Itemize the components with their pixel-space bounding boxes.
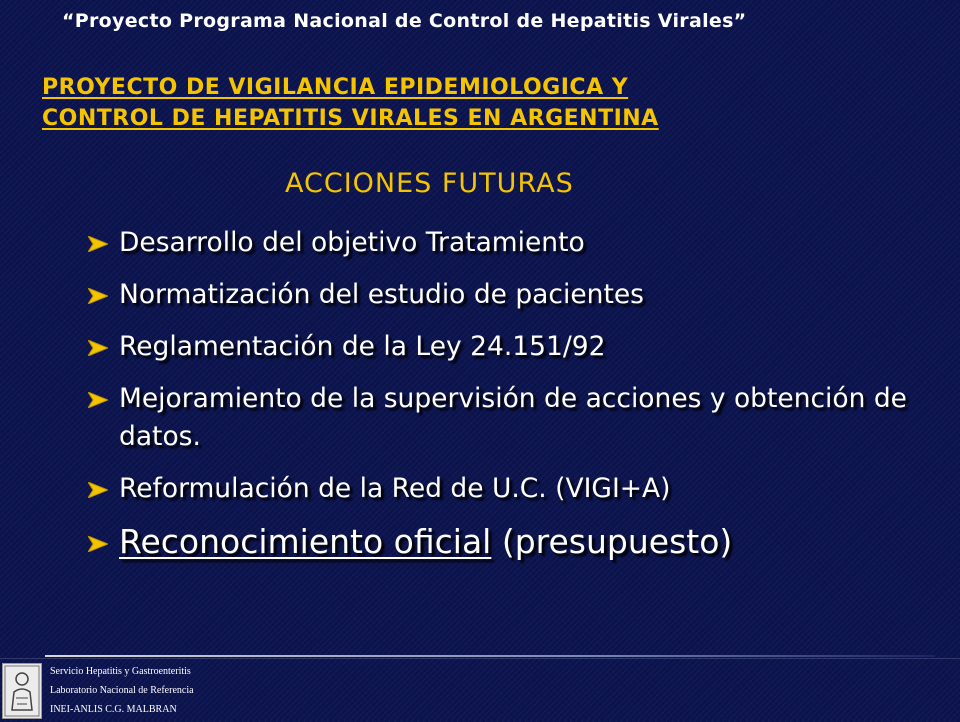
arrowhead-bullet-icon: [88, 536, 108, 552]
list-item-text: Desarrollo del objetivo Tratamiento: [119, 227, 585, 258]
section-title: ACCIONES FUTURAS: [285, 168, 574, 199]
list-item-text: Normatización del estudio de pacientes: [119, 279, 644, 310]
list-item: [86, 520, 916, 564]
list-item-text: Reglamentación de la Ley 24.151/92: [119, 331, 606, 362]
presentation-title: “Proyecto Programa Nacional de Control de Hepatitis Virales”: [62, 10, 747, 32]
arrowhead-bullet-icon: [88, 482, 108, 498]
footer-institute: INEI-ANLIS C.G. MALBRAN: [50, 704, 177, 715]
footer-lab: Laboratorio Nacional de Referencia: [50, 685, 194, 696]
list-item: [86, 328, 916, 366]
list-item: [86, 380, 916, 456]
list-item: [86, 276, 916, 314]
footer-divider: [45, 655, 935, 657]
footer-info: [50, 662, 194, 719]
list-item-underlined-text: Reconocimiento oficial: [119, 522, 492, 561]
arrowhead-bullet-icon: [88, 340, 108, 356]
logo-emblem-icon: [3, 664, 41, 718]
list-item: [86, 224, 916, 262]
arrowhead-bullet-icon: [88, 288, 108, 304]
footer-divider-shadow: [0, 658, 960, 659]
arrowhead-bullet-icon: [88, 236, 108, 252]
future-actions-list: [86, 224, 916, 578]
footer-service: Servicio Hepatitis y Gastroenteritis: [50, 666, 191, 677]
list-item-text: (presupuesto): [491, 522, 733, 561]
list-item-text: Mejoramiento de la supervisión de acciones y obtención de datos.: [119, 383, 907, 452]
arrowhead-bullet-icon: [88, 392, 108, 408]
list-item-text: Reformulación de la Red de U.C. (VIGI+A): [119, 473, 671, 504]
list-item: [86, 470, 916, 508]
project-title-line-2: CONTROL DE HEPATITIS VIRALES EN ARGENTINA: [42, 106, 659, 131]
project-title-line-1: PROYECTO DE VIGILANCIA EPIDEMIOLOGICA Y: [42, 75, 629, 100]
institution-logo: [2, 663, 42, 719]
project-title: [42, 72, 922, 134]
